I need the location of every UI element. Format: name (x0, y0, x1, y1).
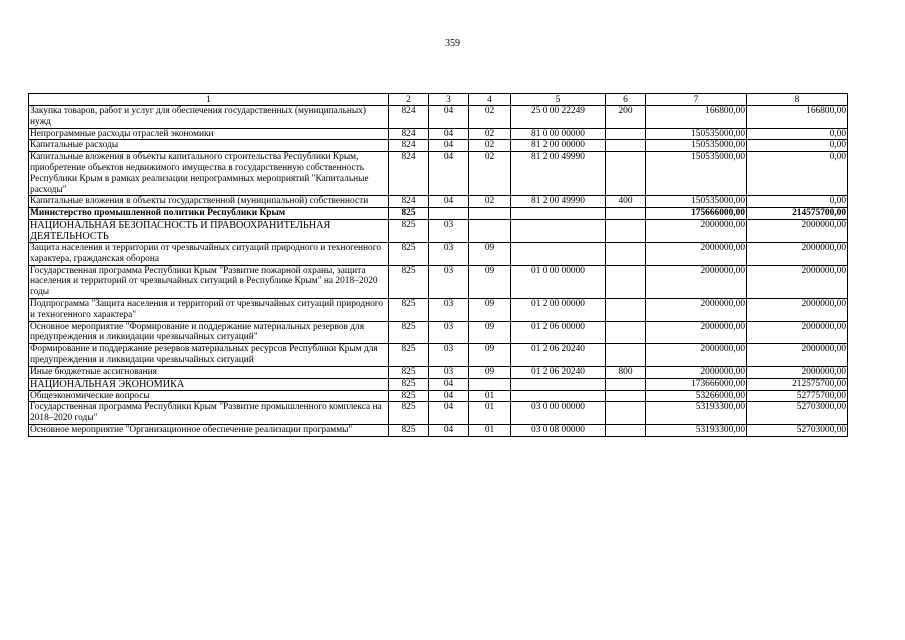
row-expense-type (606, 152, 646, 196)
row-sum-year1: 2000000,00 (646, 321, 747, 344)
row-sum-year2: 0,00 (747, 140, 848, 152)
row-section: 03 (429, 265, 469, 298)
row-subsection: 09 (469, 344, 511, 367)
row-subsection: 02 (469, 128, 511, 140)
row-target-article (511, 219, 606, 242)
table-row (29, 378, 848, 390)
row-section: 04 (429, 378, 469, 390)
row-target-article: 25 0 00 22249 (511, 106, 606, 129)
row-section: 03 (429, 242, 469, 265)
row-target-article (511, 378, 606, 390)
row-sum-year1: 2000000,00 (646, 219, 747, 242)
row-ved: 825 (389, 402, 429, 425)
row-target-article: 81 2 00 00000 (511, 140, 606, 152)
row-target-article: 01 2 06 20240 (511, 366, 606, 378)
row-subsection (469, 219, 511, 242)
row-section: 04 (429, 424, 469, 436)
table-row (29, 298, 848, 321)
row-target-article: 81 2 00 49990 (511, 196, 606, 208)
row-subsection: 02 (469, 152, 511, 196)
header-row (29, 94, 848, 106)
row-sum-year2: 0,00 (747, 128, 848, 140)
col-header-name: 1 (29, 94, 389, 106)
row-section: 03 (429, 366, 469, 378)
row-subsection: 01 (469, 402, 511, 425)
row-expense-type: 200 (606, 106, 646, 129)
row-subsection: 02 (469, 196, 511, 208)
row-section: 04 (429, 106, 469, 129)
row-section: 04 (429, 152, 469, 196)
row-ved: 824 (389, 128, 429, 140)
row-name: Общеэкономические вопросы (29, 390, 389, 402)
row-expense-type (606, 378, 646, 390)
row-target-article: 81 2 00 49990 (511, 152, 606, 196)
table-row (29, 344, 848, 367)
row-subsection: 09 (469, 242, 511, 265)
row-ved: 825 (389, 321, 429, 344)
row-target-article: 03 0 00 00000 (511, 402, 606, 425)
row-expense-type (606, 242, 646, 265)
row-sum-year1: 53193300,00 (646, 424, 747, 436)
row-target-article: 03 0 08 00000 (511, 424, 606, 436)
page-number: 359 (445, 38, 460, 49)
row-subsection: 02 (469, 106, 511, 129)
col-header-target-article: 5 (511, 94, 606, 106)
table-row (29, 196, 848, 208)
row-subsection: 01 (469, 390, 511, 402)
row-subsection: 09 (469, 265, 511, 298)
row-name: Подпрограмма "Защита населения и территорий от чрезвычайных ситуаций природного и техногенного характера" (29, 298, 389, 321)
row-name: Капитальные расходы (29, 140, 389, 152)
row-section (429, 208, 469, 220)
row-ved: 825 (389, 298, 429, 321)
row-name: Государственная программа Республики Крым "Развитие пожарной охраны, защита населения и территорий от чрезвычайных ситуаций в Республике Крым" на 2018–2020 годы (29, 265, 389, 298)
row-ved: 825 (389, 242, 429, 265)
row-sum-year2: 214575700,00 (747, 208, 848, 220)
row-sum-year1: 2000000,00 (646, 242, 747, 265)
table-row (29, 402, 848, 425)
row-sum-year1: 173666000,00 (646, 378, 747, 390)
row-target-article: 01 2 00 00000 (511, 298, 606, 321)
row-name: Капитальные вложения в объекты капитального строительства Республики Крым, приобретение объектов недвижимого имущества в государственную собственность Республики Крым в рамках реализации непрограммных мероприятий "Капитальные расходы" (29, 152, 389, 196)
row-subsection: 01 (469, 424, 511, 436)
col-header-sum-year1: 7 (646, 94, 747, 106)
row-expense-type: 400 (606, 196, 646, 208)
row-ved: 825 (389, 424, 429, 436)
row-sum-year1: 2000000,00 (646, 265, 747, 298)
table-row (29, 242, 848, 265)
row-name: Основное мероприятие "Организационное обеспечение реализации программы" (29, 424, 389, 436)
row-section: 03 (429, 321, 469, 344)
row-section: 04 (429, 140, 469, 152)
row-target-article (511, 208, 606, 220)
row-ved: 825 (389, 366, 429, 378)
row-subsection (469, 208, 511, 220)
row-expense-type (606, 298, 646, 321)
table-row (29, 219, 848, 242)
table-row (29, 140, 848, 152)
row-sum-year1: 2000000,00 (646, 298, 747, 321)
row-target-article: 01 2 06 00000 (511, 321, 606, 344)
row-expense-type (606, 219, 646, 242)
row-expense-type (606, 321, 646, 344)
row-sum-year2: 2000000,00 (747, 265, 848, 298)
table-row (29, 208, 848, 220)
row-ved: 825 (389, 219, 429, 242)
row-expense-type (606, 390, 646, 402)
table-row (29, 366, 848, 378)
row-name: Капитальные вложения в объекты государственной (муниципальной) собственности (29, 196, 389, 208)
row-sum-year1: 150535000,00 (646, 152, 747, 196)
row-section: 03 (429, 219, 469, 242)
row-subsection: 09 (469, 366, 511, 378)
row-expense-type (606, 208, 646, 220)
row-name: Министерство промышленной политики Республики Крым (29, 208, 389, 220)
row-sum-year2: 2000000,00 (747, 344, 848, 367)
col-header-sum-year2: 8 (747, 94, 848, 106)
row-sum-year1: 150535000,00 (646, 128, 747, 140)
row-section: 04 (429, 390, 469, 402)
row-sum-year2: 2000000,00 (747, 321, 848, 344)
row-name: Непрограммные расходы отраслей экономики (29, 128, 389, 140)
row-target-article (511, 390, 606, 402)
row-sum-year1: 2000000,00 (646, 344, 747, 367)
row-sum-year2: 2000000,00 (747, 219, 848, 242)
row-expense-type (606, 140, 646, 152)
row-name: Закупка товаров, работ и услуг для обеспечения государственных (муниципальных) нужд (29, 106, 389, 129)
table-row (29, 321, 848, 344)
row-name: Формирование и поддержание резервов материальных ресурсов Республики Крым для предупреждения и ликвидации чрезвычайных ситуаций (29, 344, 389, 367)
row-sum-year2: 0,00 (747, 152, 848, 196)
row-target-article (511, 242, 606, 265)
row-sum-year1: 53193300,00 (646, 402, 747, 425)
row-sum-year1: 150535000,00 (646, 140, 747, 152)
row-ved: 825 (389, 378, 429, 390)
row-ved: 825 (389, 208, 429, 220)
row-target-article: 81 0 00 00000 (511, 128, 606, 140)
row-sum-year2: 52775700,00 (747, 390, 848, 402)
col-header-ved: 2 (389, 94, 429, 106)
row-expense-type (606, 402, 646, 425)
row-section: 04 (429, 128, 469, 140)
row-expense-type: 800 (606, 366, 646, 378)
budget-table (28, 93, 848, 437)
row-name: Основное мероприятие "Формирование и поддержание материальных резервов для предупреждения и ликвидации чрезвычайных ситуаций" (29, 321, 389, 344)
table-row (29, 152, 848, 196)
row-sum-year1: 175666000,00 (646, 208, 747, 220)
row-section: 04 (429, 196, 469, 208)
row-expense-type (606, 424, 646, 436)
row-name: НАЦИОНАЛЬНАЯ БЕЗОПАСНОСТЬ И ПРАВООХРАНИТЕЛЬНАЯ ДЕЯТЕЛЬНОСТЬ (29, 219, 389, 242)
row-sum-year2: 0,00 (747, 196, 848, 208)
row-section: 03 (429, 344, 469, 367)
row-sum-year2: 212575700,00 (747, 378, 848, 390)
row-subsection: 09 (469, 321, 511, 344)
table-row (29, 390, 848, 402)
row-ved: 825 (389, 344, 429, 367)
row-sum-year1: 2000000,00 (646, 366, 747, 378)
row-subsection (469, 378, 511, 390)
row-name: Защита населения и территории от чрезвычайных ситуаций природного и техногенного характера, гражданская оборона (29, 242, 389, 265)
row-subsection: 09 (469, 298, 511, 321)
col-header-expense-type: 6 (606, 94, 646, 106)
row-sum-year2: 2000000,00 (747, 366, 848, 378)
col-header-subsection: 4 (469, 94, 511, 106)
row-sum-year2: 166800,00 (747, 106, 848, 129)
row-name: Иные бюджетные ассигнования (29, 366, 389, 378)
row-subsection: 02 (469, 140, 511, 152)
row-ved: 824 (389, 196, 429, 208)
table-row (29, 106, 848, 129)
table-row (29, 424, 848, 436)
row-sum-year1: 150535000,00 (646, 196, 747, 208)
row-sum-year1: 53266000,00 (646, 390, 747, 402)
col-header-section: 3 (429, 94, 469, 106)
row-ved: 824 (389, 106, 429, 129)
row-sum-year2: 2000000,00 (747, 298, 848, 321)
row-expense-type (606, 128, 646, 140)
row-expense-type (606, 344, 646, 367)
row-ved: 825 (389, 265, 429, 298)
row-target-article: 01 2 06 20240 (511, 344, 606, 367)
row-ved: 824 (389, 152, 429, 196)
row-sum-year2: 52703000,00 (747, 424, 848, 436)
row-sum-year2: 52703000,00 (747, 402, 848, 425)
row-sum-year2: 2000000,00 (747, 242, 848, 265)
row-sum-year1: 166800,00 (646, 106, 747, 129)
row-ved: 825 (389, 390, 429, 402)
row-expense-type (606, 265, 646, 298)
row-name: Государственная программа Республики Крым "Развитие промышленного комплекса на 2018–2020 годы" (29, 402, 389, 425)
table-row (29, 128, 848, 140)
table-row (29, 265, 848, 298)
row-section: 04 (429, 402, 469, 425)
row-section: 03 (429, 298, 469, 321)
row-name: НАЦИОНАЛЬНАЯ ЭКОНОМИКА (29, 378, 389, 390)
row-target-article: 01 0 00 00000 (511, 265, 606, 298)
row-ved: 824 (389, 140, 429, 152)
